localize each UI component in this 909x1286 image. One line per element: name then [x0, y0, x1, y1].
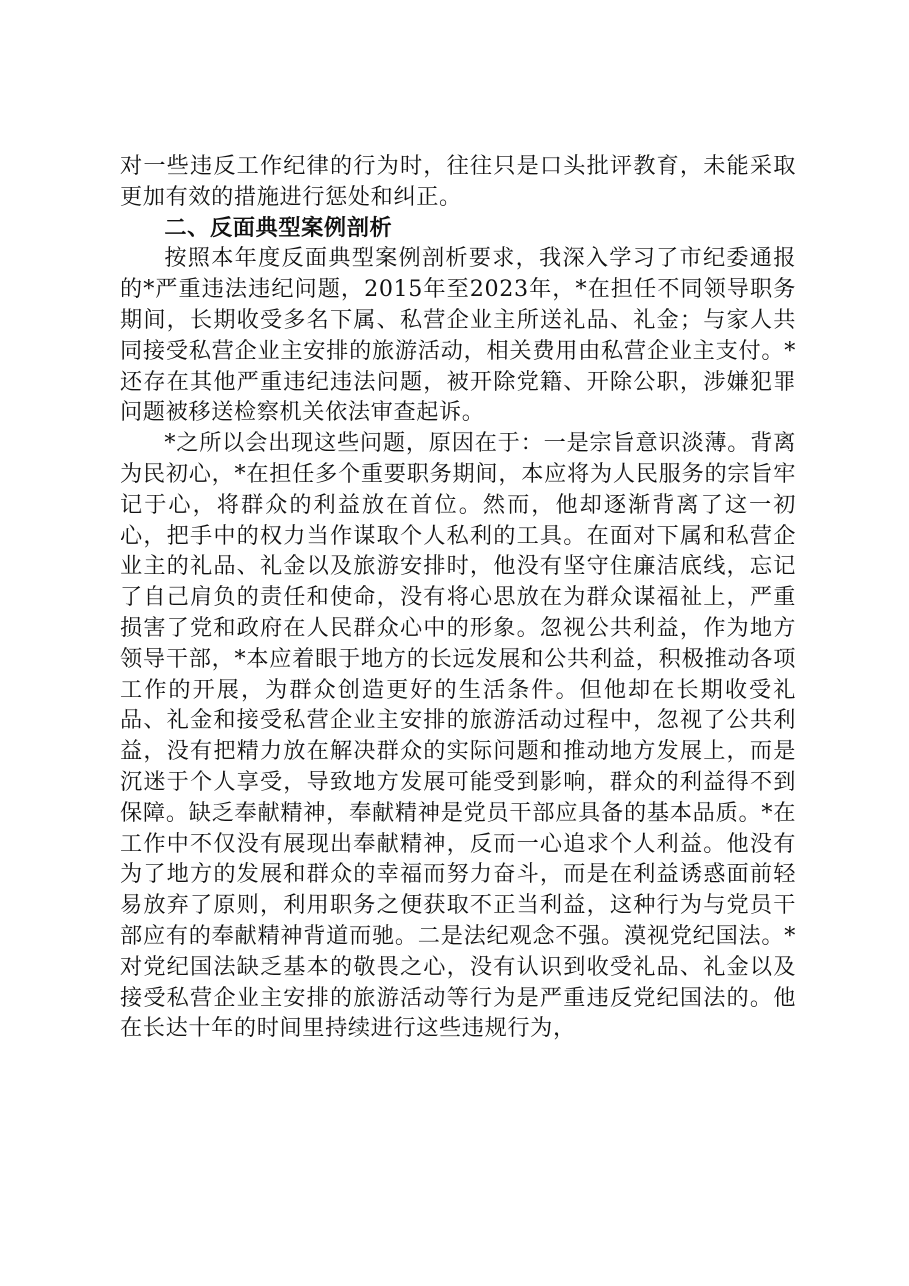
paragraph-case-summary: 按照本年度反面典型案例剖析要求，我深入学习了市纪委通报的*严重违法违纪问题，2015年至2023年，*在担任不同领导职务期间，长期收受多名下属、私营企业主所送礼品、礼金；与家人共同接受私营企业主安排的旅游活动，相关费用由私营企业主支付。*还存在其他严重违纪违法问题，被开除党籍、开除公职，涉嫌犯罪问题被移送检察机关依法审查起诉。 — [120, 245, 796, 426]
paragraph-continuation: 对一些违反工作纪律的行为时，往往只是口头批评教育，未能采取更加有效的措施进行惩处和纠正。 — [120, 153, 796, 210]
document-page — [120, 151, 796, 1044]
paragraph-cause-analysis: *之所以会出现这些问题，原因在于：一是宗旨意识淡薄。背离为民初心，*在担任多个重要职务期间，本应将为人民服务的宗旨牢记于心，将群众的利益放在首位。然而，他却逐渐背离了这一初心，把手中的权力当作谋取个人私利的工具。在面对下属和私营企业主的礼品、礼金以及旅游安排时，他没有坚守住廉洁底线，忘记了自己肩负的责任和使命，没有将心思放在为群众谋福祉上，严重损害了党和政府在人民群众心中的形象。忽视公共利益，作为地方领导干部，*本应着眼于地方的长远发展和公共利益，积极推动各项工作的开展，为群众创造更好的生活条件。但他却在长期收受礼品、礼金和接受私营企业主安排的旅游活动过程中，忽视了公共利益，没有把精力放在解决群众的实际问题和推动地方发展上，而是沉迷于个人享受，导致地方发展可能受到影响，群众的利益得不到保障。缺乏奉献精神，奉献精神是党员干部应具备的基本品质。*在工作中不仅没有展现出奉献精神，反而一心追求个人利益。他没有为了地方的发展和群众的幸福而努力奋斗，而是在利益诱惑面前轻易放弃了原则，利用职务之便获取不正当利益，这种行为与党员干部应有的奉献精神背道而驰。二是法纪观念不强。漠视党纪国法。*对党纪国法缺乏基本的敬畏之心，没有认识到收受礼品、礼金以及接受私营企业主安排的旅游活动等行为是严重违反党纪国法的。他在长达十年的时间里持续进行这些违规行为， — [120, 430, 796, 1042]
section-heading: 二、反面典型案例剖析 — [164, 214, 393, 241]
